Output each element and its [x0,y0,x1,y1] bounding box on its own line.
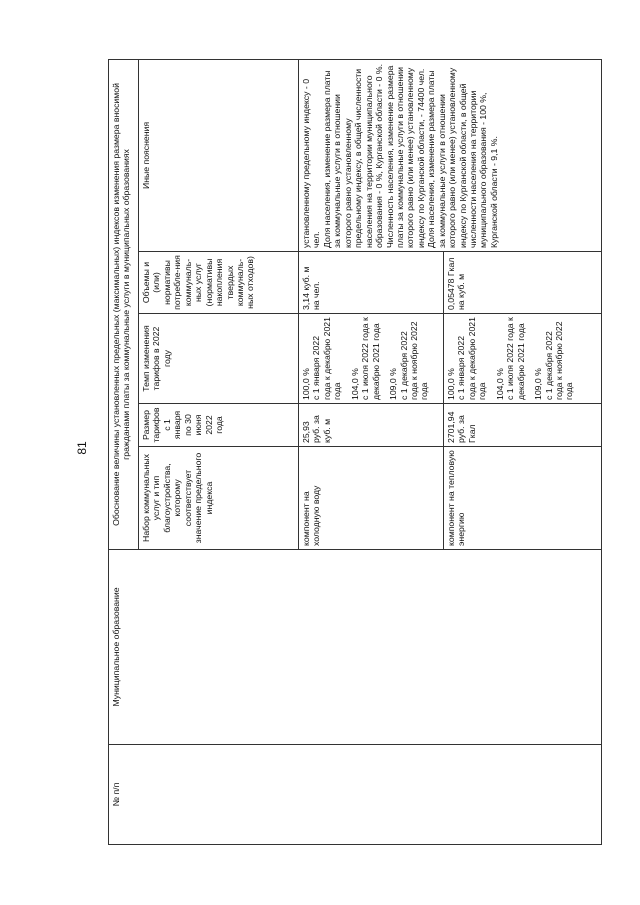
notes-cell: установленному предельному индексу - 0 чел. Доля населения, изменение размера платы за коммунальные услуги в отношении которого равно установленному предельному индексу, в общей численности населения на территории муниципального образования - 0 %, Курганской области - 0 %. Численность населения, изменение размера платы за коммунальные услуги в отношении которого равно (или менее) установленному индексу по Курганской области, - 74400 чел. Доля населения, изменение размера платы за коммунальные услуги в отношении которого равно (или менее) установленному индексу по Курганской области, в общей численности населения на территории муниципального образования - 100 %, Курганской области - 9,1 %. [299,59,602,251]
header-notes: Иные пояснения [139,59,299,251]
tariff-rate-cell [444,314,602,404]
tariff-rate-item: 109,0 % с 1 декабря 2022 года к ноябрю 2022 года [533,321,575,400]
tariff-rate-item: 100,0 % с 1 января 2022 года к декабрю 2021 года [446,317,488,400]
tariff-rate-item: 104,0 % с 1 июля 2022 года к декабрю 2021 года [494,317,526,400]
header-service-set: Набор коммунальных услуг и тип благоустройства, которому соответствует значение предельного индекса [139,447,299,550]
header-municipality: Муниципальное образование [109,550,602,745]
rotated-table-container [108,60,602,845]
header-volumes: Объемы и (или) нормативы потребле-ния коммуналь-ных услуг (нормативы накопления твердых коммуналь-ных отходов) [139,252,299,314]
justification-table [108,59,602,845]
table-title: Обоснование величины установленных предельных (максимальных) индексов изменения размера вносимой гражданами платы за коммунальные услуги в муниципальных образованиях [109,59,139,549]
service-cell: компонент на тепловую энергию [444,447,602,550]
service-cell: компонент на холодную воду [299,447,444,550]
page-number: 81 [75,441,89,455]
tariff-rate-cell [299,314,444,404]
tariff-rate-item: 109,0 % с 1 декабря 2022 года к ноябрю 2022 года [388,321,430,400]
header-tariff-size: Размер тарифов с 1 января по 30 июня 2022 года [139,404,299,447]
volume-cell: 3,14 куб. м на чел. [299,252,444,314]
header-tariff-rate: Темп изменения тарифов в 2022 году [139,314,299,404]
header-num: № п/п [109,745,602,845]
volume-cell: 0,05478 Гкал на куб. м [444,252,602,314]
tariff-rate-item: 100,0 % с 1 января 2022 года к декабрю 2021 года [301,317,343,400]
tariff-size-cell: 25,93 руб. за куб. м [299,404,444,447]
tariff-size-cell: 2701,94 руб. за Гкал [444,404,602,447]
tariff-rate-item: 104,0 % с 1 июля 2022 года к декабрю 2021 года [349,317,381,400]
